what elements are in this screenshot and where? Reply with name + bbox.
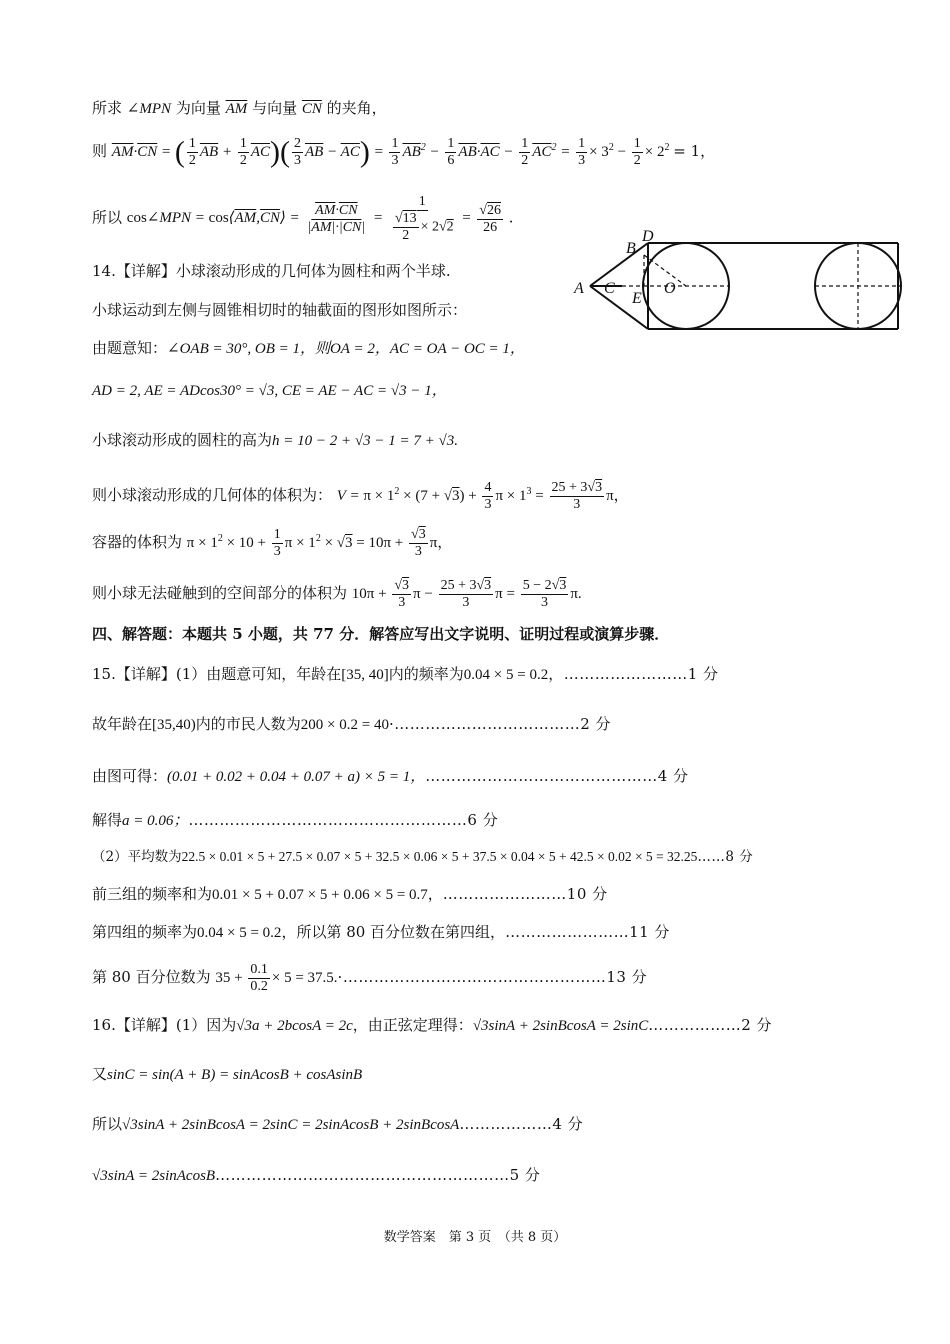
text: = 1， <box>673 141 716 160</box>
p14-line7 <box>92 527 452 560</box>
text: 则 <box>92 141 108 160</box>
math: a = 0.06； <box>122 813 189 829</box>
q15-line1 <box>92 664 719 685</box>
text: 的夹角， <box>326 99 387 117</box>
text: 由图可得： <box>92 767 168 785</box>
text: 第 80 百分位数为 <box>92 967 211 986</box>
math: sinC = sin(A + B) = sinAcosB + cosAsinB <box>107 1067 363 1083</box>
math: 0.04 × 5 = 0.2 <box>197 925 282 941</box>
text: 第四组的频率为 <box>92 923 198 941</box>
text: 则小球无法碰触到的空间部分的体积为 <box>92 583 348 602</box>
text: 14.【详解】小球滚动形成的几何体为圆柱和两个半球. <box>92 262 451 280</box>
q16-line2 <box>92 1064 362 1085</box>
container-volume-expression: $\pi \times 1^2 \times 10$ + $\frac{1}{3}$ $\pi \times 1^2 \times √3 = 10\pi$ + $\frac{√3}{3}$ π， <box>186 527 453 559</box>
math: 0.04 × 5 = 0.2 <box>463 667 549 683</box>
p14-line2 <box>92 300 467 320</box>
line-dot-product <box>92 136 715 169</box>
text: 解得 <box>92 811 123 829</box>
q15-line3 <box>92 766 689 787</box>
score: ………………2 分 <box>648 1016 773 1034</box>
cosine-expression: cos∠MPN = $\cos⟨\overline{AM},\overline{CN}⟩$ = $\frac{\overline{AM}\cdot\overline{CN}}{|\overline{AM}|\cdot|\overline{CN}|}$ = 1 $\frac{√13}{2}$ × 2√2 = $\frac{√26}{26}$ <box>126 194 501 243</box>
text: 16.【详解】(1）因为 <box>92 1016 237 1034</box>
line-angle-definition <box>92 98 387 119</box>
math: AD = 2, AE = ADcos30° = √3, CE = AE − AC = √3 − 1， <box>92 383 447 399</box>
vector-am: $\overline{AM}$ <box>225 101 248 117</box>
q15-line8 <box>92 962 647 995</box>
p14-line3 <box>92 338 525 359</box>
text: 四、解答题：本题共 5 小题，共 77 分．解答应写出文字说明、证明过程或演算步骤． <box>92 625 670 643</box>
label-b: B <box>626 240 636 257</box>
label-d: D <box>642 228 654 245</box>
text: 15.【详解】(1）由题意可知，年龄在 <box>92 665 342 683</box>
q15-line4 <box>92 810 498 831</box>
score: ………………………………………………6 分 <box>188 811 499 829</box>
cone-upper-edge <box>590 243 648 286</box>
text: 由题意知： <box>92 339 168 357</box>
q16-line4 <box>92 1165 540 1186</box>
q16-line3 <box>92 1114 583 1135</box>
text: . <box>508 208 514 227</box>
score: ·………………………………2 分 <box>388 715 612 733</box>
text: 所求 <box>92 99 123 117</box>
math: 22.5 × 0.01 × 5 + 27.5 × 0.07 × 5 + 32.5 × 0.06 × 5 + 37.5 × 0.04 × 5 + 42.5 × 0.02 × 5 = 32.25 <box>181 849 698 864</box>
p14-line5 <box>92 430 458 451</box>
text: 所以 <box>92 1115 123 1133</box>
label-o: O <box>664 280 676 297</box>
score: ………………4 分 <box>459 1115 584 1133</box>
text: 故年龄在 <box>92 715 153 733</box>
math: [35,40) <box>152 717 196 733</box>
volume-expression: $V = \pi \times 1^2 \times (7 + √3)$ + $\frac{4}{3}$ $\pi \times 1^3$ = $\frac{25 + 3√3}{3}$ π， <box>336 480 629 512</box>
math: ∠OAB = 30°, OB = 1，则OA = 2，AC = OA − OC = 1， <box>167 341 525 357</box>
text: （2）平均数为 <box>92 849 182 865</box>
text: 内的频率为 <box>388 665 464 683</box>
score: ……………………10 分 <box>442 885 608 903</box>
p14-line8 <box>92 578 582 611</box>
label-c: C <box>604 280 615 297</box>
text: 内的市民人数为 <box>195 715 301 733</box>
page-footer: 数学答案 第 3 页 （共 8 页） <box>383 1230 567 1245</box>
text: ，所以第 80 百分位数在第四组， <box>281 923 506 941</box>
text: 所以 <box>92 208 123 227</box>
score: ·……………………………………………13 分 <box>337 967 648 986</box>
math: √3sinA + 2sinBcosA = 2sinC = 2sinAcosB + 2sinBcosA <box>122 1117 460 1133</box>
text: 小球滚动形成的圆柱的高为 <box>92 431 273 449</box>
line-cosine <box>92 194 514 244</box>
score: ，……………………1 分 <box>548 665 719 683</box>
math: h = 10 − 2 + √3 − 1 = 7 + √3. <box>272 433 458 449</box>
text: 容器的体积为 <box>92 532 183 551</box>
text: 则小球滚动形成的几何体的体积为： <box>92 485 333 504</box>
dot-product-expression: $\overline{AM}\cdot\overline{CN}$ = ( $\frac{1}{2}$ $\overline{AB}$ + $\frac{1}{2}$ $\overline{AC}$)( $\frac{2}{3}$ $\overline{AB} - \overline{AC}$) = $\frac{1}{3}$ $\overline{AB}^2$ − $\frac{1}{6}$ $\overline{AB}\cdot\overline{AC}$ − $\frac{1}{2}$ $\overline{AC}^2$ = $\frac{1}{3}$ × $3^2$ − $\frac{1}{2}$ × $2^2$ <box>111 135 670 169</box>
percentile-expression: 35 + $\frac{0.1}{0.2}$ × 5 = 37.5. <box>215 962 338 994</box>
score: ……8 分 <box>697 849 754 865</box>
geometry-diagram <box>570 225 906 335</box>
unreachable-volume-expression: 10π + $\frac{√3}{3}$ π − $\frac{25 + 3√3}{3}$ π = $\frac{5 - 2√3}{3}$ π. <box>351 578 582 610</box>
math: [35, 40] <box>341 667 389 683</box>
text: 又 <box>92 1065 108 1083</box>
q15-line5 <box>92 847 753 867</box>
math-angle: ∠MPN <box>126 101 172 117</box>
q15-line7 <box>92 922 670 943</box>
section-heading <box>92 624 669 644</box>
label-e: E <box>632 290 642 307</box>
text: 为向量 <box>175 99 221 117</box>
q15-line6 <box>92 884 608 905</box>
text: 前三组的频率和为 <box>92 885 213 903</box>
q16-line1 <box>92 1015 772 1036</box>
math: √3sinA + 2sinBcosA = 2sinC <box>472 1018 649 1034</box>
p14-title <box>92 261 451 281</box>
label-a: A <box>574 280 584 297</box>
p14-line6 <box>92 480 629 513</box>
math: (0.01 + 0.02 + 0.04 + 0.07 + a) × 5 = 1， <box>167 769 426 785</box>
vector-cn: $\overline{CN}$ <box>301 101 322 117</box>
p14-line4 <box>92 380 447 401</box>
text: 与向量 <box>252 99 298 117</box>
score: …………………………………………………5 分 <box>215 1166 541 1184</box>
score: ……………………11 分 <box>505 923 670 941</box>
q15-line2 <box>92 714 611 735</box>
math: 0.01 × 5 + 0.07 × 5 + 0.06 × 5 = 0.7， <box>212 887 443 903</box>
math: 200 × 0.2 = 40 <box>300 717 389 733</box>
math: √3a + 2bcosA = 2c <box>236 1018 353 1034</box>
score: ………………………………………4 分 <box>425 767 689 785</box>
math: √3sinA = 2sinAcosB <box>92 1168 216 1184</box>
text: 小球运动到左侧与圆锥相切时的轴截面的图形如图所示： <box>92 301 468 319</box>
text: ，由正弦定理得： <box>352 1016 473 1034</box>
